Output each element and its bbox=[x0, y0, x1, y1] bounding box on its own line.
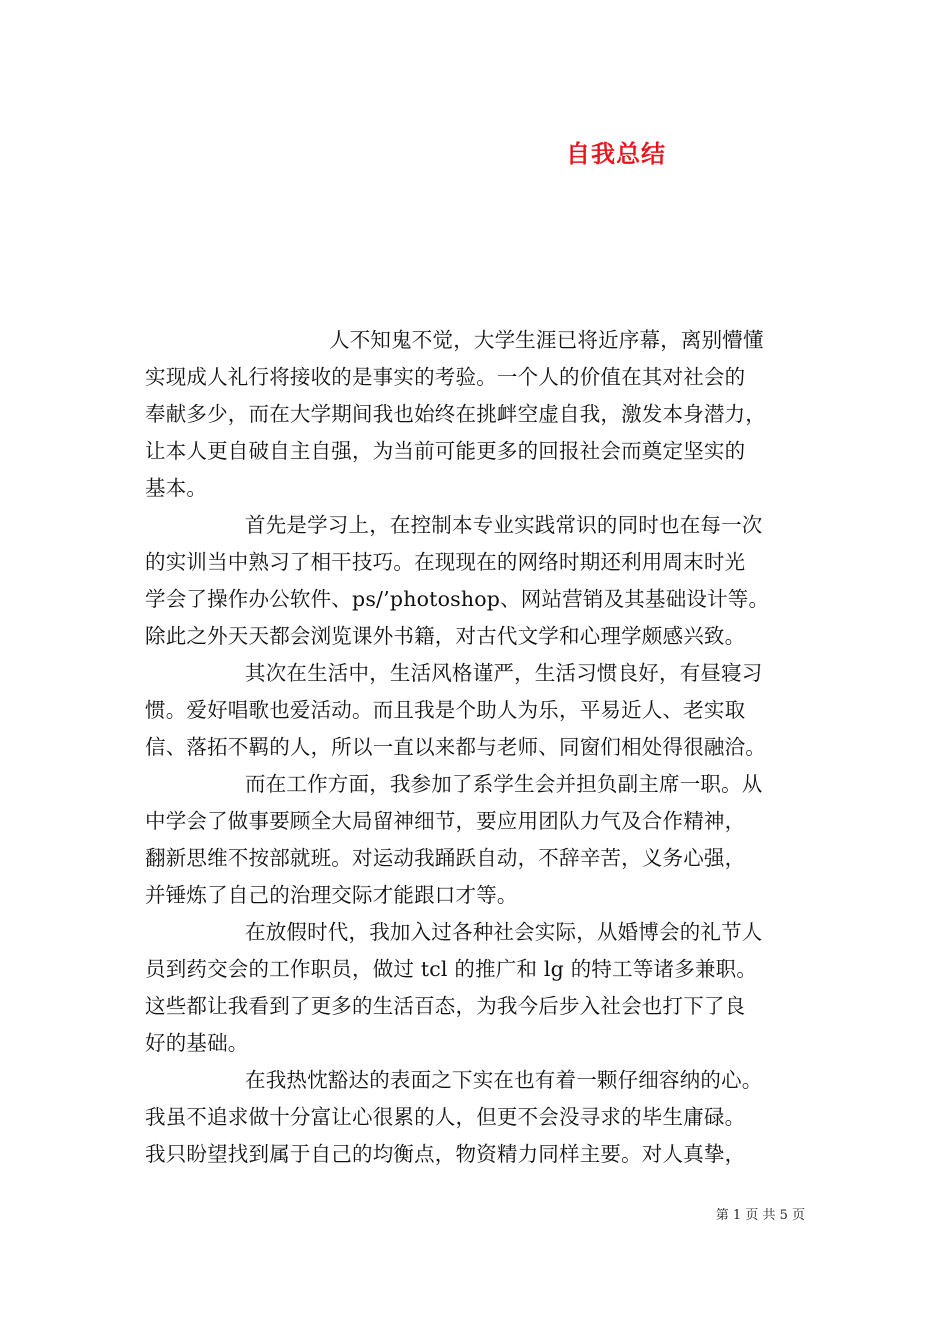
paragraph bbox=[145, 1062, 825, 1173]
text-line: 而在工作方面，我参加了系学生会并担负副主席一职。从 bbox=[245, 772, 763, 796]
document-title: 自我总结 bbox=[566, 140, 666, 168]
text-line: 基本。 bbox=[145, 476, 208, 500]
paragraph bbox=[145, 507, 825, 655]
text-line: 学会了操作办公软件、ps/’photoshop、网站营销及其基础设计等。 bbox=[145, 587, 770, 611]
document-body bbox=[145, 322, 825, 1173]
text-line: 员到药交会的工作职员，做过 tcl 的推广和 lg 的特工等诸多兼职。 bbox=[145, 957, 758, 981]
text-line: 这些都让我看到了更多的生活百态，为我今后步入社会也打下了良 bbox=[145, 994, 746, 1018]
text-line: 在我热忱豁达的表面之下实在也有着一颗仔细容纳的心。 bbox=[245, 1068, 763, 1092]
text-line: 好的基础。 bbox=[145, 1031, 249, 1055]
text-line: 在放假时代，我加入过各种社会实际，从婚博会的礼节人 bbox=[245, 920, 763, 944]
text-line: 信、落拓不羁的人，所以一直以来都与老师、同窗们相处得很融洽。 bbox=[145, 735, 766, 759]
paragraph bbox=[145, 655, 825, 766]
paragraph bbox=[145, 322, 825, 507]
text-line: 首先是学习上，在控制本专业实践常识的同时也在每一次 bbox=[245, 513, 763, 537]
text-line: 翻新思维不按部就班。对运动我踊跃自动，不辞辛苦，义务心强， bbox=[145, 846, 746, 870]
text-line: 惯。爱好唱歌也爱活动。而且我是个助人为乐，平易近人、老实取 bbox=[145, 698, 746, 722]
text-line: 中学会了做事要顾全大局留神细节，要应用团队力气及合作精神， bbox=[145, 809, 746, 833]
paragraph bbox=[145, 914, 825, 1062]
text-line: 并锤炼了自己的治理交际才能跟口才等。 bbox=[145, 883, 518, 907]
text-line: 除此之外天天都会浏览课外书籍，对古代文学和心理学颇感兴致。 bbox=[145, 624, 746, 648]
text-line: 我只盼望找到属于自己的均衡点，物资精力同样主要。对人真挚， bbox=[145, 1142, 746, 1166]
text-line: 实现成人礼行将接收的是事实的考验。一个人的价值在其对社会的 bbox=[145, 365, 746, 389]
text-line: 其次在生活中，生活风格谨严，生活习惯良好，有昼寝习 bbox=[245, 661, 763, 685]
page-number: 第 1 页 共 5 页 bbox=[715, 1208, 805, 1223]
text-line: 让本人更自破自主自强，为当前可能更多的回报社会而奠定坚实的 bbox=[145, 439, 746, 463]
text-line: 人不知鬼不觉，大学生涯已将近序幕，离别懵懂 bbox=[329, 328, 764, 352]
text-line: 的实训当中熟习了相干技巧。在现现在的网络时期还利用周末时光 bbox=[145, 550, 746, 574]
text-line: 我虽不追求做十分富让心很累的人，但更不会没寻求的毕生庸碌。 bbox=[145, 1105, 746, 1129]
text-line: 奉献多少，而在大学期间我也始终在挑衅空虚自我，激发本身潜力， bbox=[145, 402, 766, 426]
paragraph bbox=[145, 766, 825, 914]
